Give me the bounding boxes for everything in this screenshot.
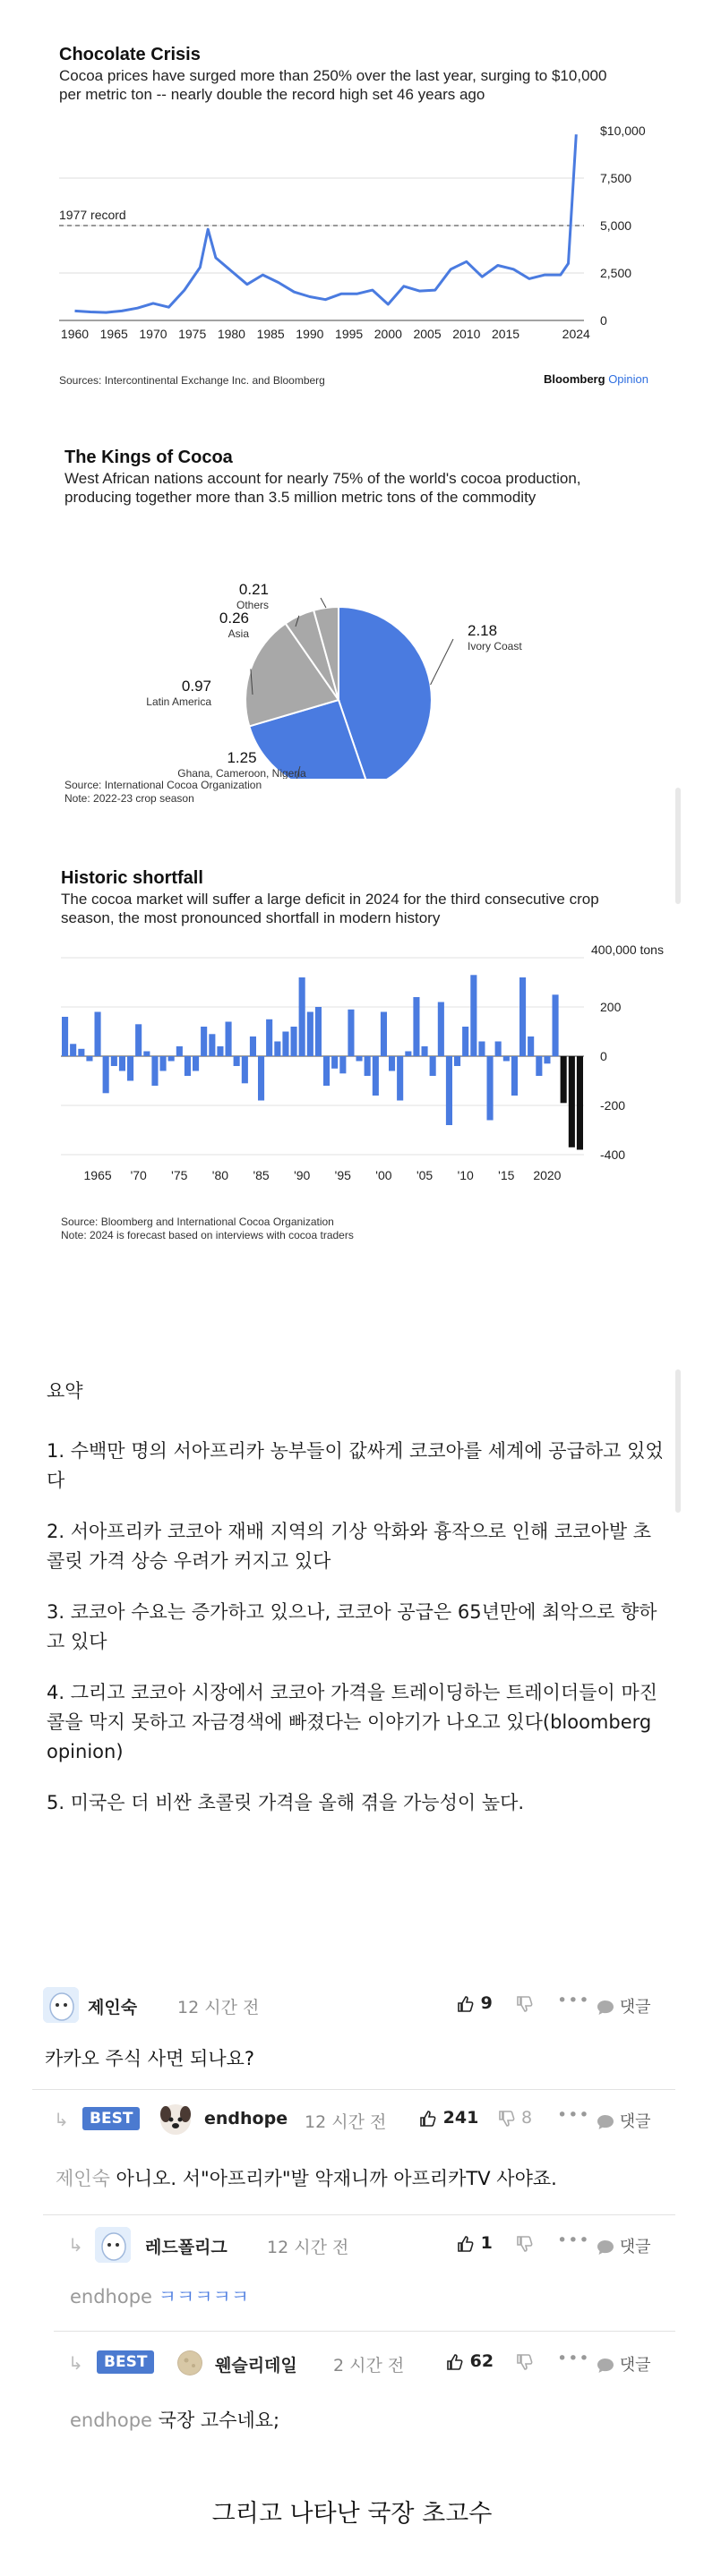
chart3-source-2: Note: 2024 is forecast based on interviews with cocoa traders — [61, 1229, 354, 1241]
chart1-price-line — [75, 134, 577, 312]
summary-item: 5. 미국은 더 비싼 초콜릿 가격을 올해 겪을 가능성이 높다. — [47, 1792, 525, 1813]
dislike-count: 8 — [521, 2108, 533, 2128]
chart3-bar — [258, 1056, 264, 1101]
more-dots-icon[interactable]: ••• — [557, 2231, 590, 2250]
chart1-y-tick: 2,500 — [600, 266, 632, 280]
comment-body — [56, 2164, 557, 2191]
speech-bubble-icon — [597, 2000, 614, 2016]
cheese-avatar-icon — [177, 2350, 202, 2376]
comment-author[interactable]: 레드폴리그 — [145, 2238, 228, 2257]
chart1-x-tick: 1995 — [335, 327, 364, 341]
chart3-bar — [226, 1022, 232, 1057]
chart1-x-tick: 2024 — [562, 327, 590, 341]
chart-kings-of-cocoa — [0, 439, 704, 815]
chart3-bar — [454, 1056, 460, 1066]
chart3-bar — [446, 1056, 452, 1125]
thumbs-down-icon — [516, 1995, 534, 2013]
chart3-x-tick: '10 — [457, 1168, 474, 1182]
speech-bubble-icon — [597, 2358, 614, 2374]
chart3-bar — [282, 1032, 288, 1057]
chart3-bar — [356, 1056, 363, 1062]
chart3-bar — [339, 1056, 346, 1073]
chart1-annotation: 1977 record — [59, 208, 126, 222]
chart1-x-tick: 1975 — [178, 327, 207, 341]
dislike-button[interactable] — [516, 2351, 534, 2371]
chart3-bar — [103, 1056, 109, 1093]
thumbs-up-icon — [419, 2110, 437, 2128]
summary-item: 3. 코코아 수요는 증가하고 있으나, 코코아 공급은 65년만에 최악으로 향하고 있다 — [47, 1601, 657, 1652]
chart3-bar — [299, 977, 305, 1056]
comment-mention[interactable]: endhope — [70, 2286, 152, 2307]
like-button[interactable] — [457, 1993, 493, 2013]
chart1-source: Sources: Intercontinental Exchange Inc. and Bloomberg — [59, 374, 325, 387]
thumbs-up-icon — [457, 1995, 475, 2013]
chart2-source-2: Note: 2022-23 crop season — [64, 792, 194, 805]
chart2-source-1: Source: International Cocoa Organization — [64, 779, 262, 791]
chart3-bar — [160, 1056, 167, 1071]
reply-arrow-icon: ↳ — [68, 2352, 83, 2374]
chart3-bar — [291, 1027, 297, 1056]
chart3-bar — [315, 1007, 322, 1056]
chart3-x-tick: 1965 — [83, 1168, 112, 1182]
chart1-y-tick: $10,000 — [600, 124, 646, 138]
like-count: 62 — [469, 2351, 494, 2371]
more-dots-icon[interactable]: ••• — [557, 1991, 590, 2010]
chart3-bar — [95, 1012, 101, 1057]
summary-heading: 요약 — [47, 1380, 83, 1402]
comment-text: 아니오. 서"아프리카"발 악재니까 아프리카TV 사야죠. — [116, 2168, 557, 2189]
chart3-bar — [430, 1056, 436, 1076]
best-badge: BEST — [82, 2107, 140, 2130]
more-dots-icon[interactable]: ••• — [557, 2349, 590, 2368]
chart3-bar — [307, 1012, 313, 1057]
chart2-value-label: 1.25 — [227, 749, 257, 766]
comment-item — [0, 2343, 704, 2442]
chart3-bar — [323, 1056, 330, 1086]
comment-divider — [43, 2214, 675, 2215]
chart3-bar — [250, 1036, 256, 1056]
chart3-bar — [209, 1034, 215, 1056]
chart1-x-tick: 1985 — [256, 327, 285, 341]
chart3-bar — [111, 1056, 117, 1066]
post-caption: 그리고 나타난 국장 초고수 — [211, 2500, 493, 2528]
comment-mention[interactable]: 제인숙 — [56, 2168, 110, 2189]
chart3-bar — [478, 1042, 485, 1057]
chart3-x-tick: 2020 — [533, 1168, 562, 1182]
chart2-leader-line — [431, 639, 453, 685]
comment-time: 12 시간 전 — [177, 1998, 260, 2017]
comment-author[interactable]: 웬슬리데일 — [215, 2356, 297, 2376]
chart3-x-tick: '85 — [253, 1168, 270, 1182]
chart3-bar — [127, 1056, 133, 1081]
chart3-bar — [487, 1056, 494, 1121]
chart3-x-tick: '80 — [211, 1168, 229, 1182]
reply-button[interactable] — [597, 2352, 651, 2376]
chart3-y-tick: -400 — [600, 1147, 626, 1162]
chart-historic-shortfall — [0, 850, 704, 1244]
chart3-bar — [266, 1019, 272, 1056]
chart1-x-tick: 2010 — [452, 327, 481, 341]
avatar[interactable] — [95, 2227, 131, 2263]
chart3-bar — [365, 1056, 371, 1076]
chart3-bar — [422, 1046, 428, 1056]
brand-main: Bloomberg — [543, 372, 605, 386]
chart3-bar — [119, 1056, 125, 1071]
reply-arrow-icon: ↳ — [54, 2109, 69, 2130]
reply-label: 댓글 — [619, 1998, 651, 2017]
chart3-bar — [373, 1056, 379, 1096]
chart3-bar — [331, 1056, 338, 1069]
chart3-bar — [78, 1049, 84, 1056]
chart3-bar — [389, 1056, 395, 1071]
chart3-bar — [397, 1056, 403, 1101]
chart2-category-label: Others — [236, 599, 269, 611]
chart1-plot — [0, 107, 704, 376]
chart3-bar — [381, 1012, 387, 1057]
chart1-subtitle: Cocoa prices have surged more than 250% over the last year, surging to $10,000 per metric ton -- nearly double the record high set 46 years ago — [59, 67, 607, 103]
chart3-bar — [569, 1056, 575, 1147]
reply-label: 댓글 — [619, 2112, 651, 2131]
chart1-title: Chocolate Crisis — [59, 45, 201, 64]
chart2-category-label: Asia — [228, 627, 249, 640]
chart3-bar — [86, 1056, 92, 1062]
chart3-source-1: Source: Bloomberg and International Cocoa Organization — [61, 1215, 334, 1228]
chart2-subtitle: West African nations account for nearly 75% of the world's cocoa production, producing together more than 3.5 million metric tons of the commodity — [64, 470, 581, 506]
comment-body — [70, 2282, 249, 2309]
comment-mention[interactable]: endhope — [70, 2410, 152, 2431]
best-badge: BEST — [97, 2350, 154, 2374]
chart1-x-tick: 1980 — [217, 327, 245, 341]
chart3-y-tick: -200 — [600, 1098, 626, 1113]
brand-sub: Opinion — [608, 372, 648, 386]
chart3-x-tick: '95 — [334, 1168, 351, 1182]
chart3-y-tick: 200 — [600, 1000, 622, 1014]
like-button[interactable] — [419, 2108, 478, 2128]
speech-bubble-icon — [597, 2114, 614, 2130]
dog-avatar-icon — [158, 2102, 193, 2137]
comment-time: 12 시간 전 — [305, 2112, 387, 2132]
dislike-button[interactable] — [516, 2233, 534, 2253]
chart3-y-tick: 0 — [600, 1049, 607, 1063]
thumbs-down-icon — [498, 2110, 516, 2128]
chart3-y-tick: 400,000 tons — [591, 943, 664, 957]
comment-author[interactable]: 제인숙 — [88, 1998, 138, 2017]
chart2-title: The Kings of Cocoa — [64, 448, 233, 467]
reply-button[interactable] — [597, 2109, 651, 2132]
thumbs-up-icon — [446, 2353, 464, 2371]
chart3-bar — [217, 1046, 223, 1056]
chart3-bar — [413, 997, 419, 1056]
chart3-bar — [135, 1024, 142, 1056]
comment-divider — [54, 2331, 675, 2332]
chart3-bar — [511, 1056, 518, 1096]
chart2-category-label: Latin America — [146, 695, 211, 708]
chart2-leader-line — [321, 598, 326, 608]
chart3-bar — [168, 1056, 175, 1062]
avatar[interactable] — [177, 2350, 202, 2376]
chart3-x-tick: '90 — [294, 1168, 311, 1182]
reply-button[interactable] — [597, 2234, 651, 2257]
chart3-bar — [274, 1042, 280, 1057]
chart1-x-tick: 1965 — [99, 327, 128, 341]
chart3-bar — [234, 1056, 240, 1066]
chart3-plot — [0, 940, 704, 1208]
dislike-button[interactable] — [498, 2108, 532, 2128]
chart3-bar — [143, 1052, 150, 1057]
chart3-bar — [528, 1036, 534, 1056]
chart3-x-tick: '70 — [130, 1168, 147, 1182]
like-button[interactable] — [446, 2351, 494, 2371]
comment-body — [70, 2406, 279, 2433]
chart3-bar — [70, 1044, 76, 1056]
chart3-bar — [242, 1056, 248, 1083]
chart3-bar — [62, 1017, 68, 1056]
chart3-x-tick: '75 — [171, 1168, 188, 1182]
chart3-bar — [348, 1010, 354, 1056]
chart3-subtitle: The cocoa market will suffer a large deficit in 2024 for the third consecutive crop season, the most pronounced shortfall in modern history — [61, 891, 599, 926]
comment-time: 12 시간 전 — [267, 2238, 349, 2257]
chart3-bar — [519, 977, 526, 1056]
reply-label: 댓글 — [619, 2238, 651, 2256]
chart3-bar — [577, 1056, 583, 1150]
dislike-button[interactable] — [516, 1993, 534, 2013]
chart3-bar — [185, 1056, 191, 1076]
thumbs-down-icon — [516, 2235, 534, 2253]
chart3-bar — [495, 1042, 502, 1057]
ghost-avatar-icon — [43, 1987, 79, 2023]
comment-text: ㅋㅋㅋㅋㅋ — [158, 2286, 250, 2307]
chart3-bar — [536, 1056, 542, 1076]
comment-divider — [32, 2089, 675, 2090]
comment-time: 2 시간 전 — [333, 2356, 405, 2376]
chart2-category-label: Ivory Coast — [468, 640, 522, 653]
chart2-value-label: 0.97 — [181, 678, 211, 695]
chart3-bar — [405, 1052, 411, 1057]
more-dots-icon[interactable]: ••• — [557, 2105, 590, 2125]
like-count: 9 — [480, 1993, 493, 2013]
reply-arrow-icon: ↳ — [68, 2234, 83, 2256]
chart3-bar — [553, 994, 559, 1056]
chart1-x-tick: 2015 — [491, 327, 520, 341]
chart3-bar — [561, 1056, 567, 1103]
chart3-bar — [201, 1027, 207, 1056]
chart3-bar — [470, 975, 476, 1056]
comment-body: 카카오 주식 사면 되나요? — [45, 2048, 255, 2069]
chart3-x-tick: '00 — [375, 1168, 392, 1182]
chart1-y-tick: 7,500 — [600, 171, 632, 185]
comment-item — [0, 1985, 704, 2084]
bloomberg-opinion-logo — [544, 372, 648, 386]
chart2-plot — [0, 510, 704, 779]
chart3-title: Historic shortfall — [61, 868, 203, 888]
chart3-bar — [462, 1027, 468, 1056]
chart3-bar — [176, 1046, 183, 1056]
comment-text: 국장 고수네요; — [158, 2410, 280, 2431]
chart3-bar — [438, 1002, 444, 1057]
comment-item — [0, 2100, 704, 2207]
chart3-bar — [193, 1056, 199, 1071]
chart2-value-label: 2.18 — [468, 622, 498, 639]
scroll-indicator[interactable] — [675, 1369, 681, 1513]
chart2-category-label: Ghana, Cameroon, Nigeria — [177, 767, 306, 779]
comment-author[interactable]: endhope — [204, 2109, 288, 2128]
chart1-x-tick: 1990 — [296, 327, 324, 341]
like-button[interactable] — [457, 2233, 493, 2253]
like-count: 1 — [480, 2233, 493, 2253]
speech-bubble-icon — [597, 2239, 614, 2256]
chart2-value-label: 0.21 — [238, 581, 269, 598]
thumbs-down-icon — [516, 2353, 534, 2371]
chart1-x-tick: 2000 — [373, 327, 402, 341]
reply-button[interactable] — [597, 1994, 651, 2017]
summary-section — [47, 1377, 665, 1839]
chart3-x-tick: '15 — [498, 1168, 515, 1182]
chart3-x-tick: '05 — [416, 1168, 434, 1182]
avatar[interactable] — [158, 2102, 193, 2137]
comment-item — [0, 2225, 704, 2324]
scroll-indicator[interactable] — [675, 788, 681, 904]
summary-item: 4. 그리고 코코아 시장에서 코코아 가격을 트레이딩하는 트레이더들이 마진콜을 막지 못하고 자금경색에 빠졌다는 이야기가 나오고 있다(bloomberg opinion) — [47, 1682, 658, 1762]
chart1-x-tick: 1960 — [60, 327, 90, 341]
thumbs-up-icon — [457, 2235, 475, 2253]
like-count: 241 — [442, 2108, 479, 2128]
chart1-y-tick: 0 — [600, 313, 607, 328]
chart3-bar — [503, 1056, 510, 1062]
avatar[interactable] — [43, 1987, 79, 2023]
chart1-x-tick: 1970 — [139, 327, 167, 341]
ghost-avatar-icon — [95, 2227, 131, 2263]
reply-label: 댓글 — [619, 2356, 651, 2375]
summary-item: 2. 서아프리카 코코아 재배 지역의 기상 악화와 흉작으로 인해 코코아발 초콜릿 가격 상승 우려가 커지고 있다 — [47, 1521, 652, 1572]
chart3-bar — [151, 1056, 158, 1086]
chart2-value-label: 0.26 — [219, 610, 249, 627]
summary-item: 1. 수백만 명의 서아프리카 농부들이 값싸게 코코아를 세계에 공급하고 있었다 — [47, 1440, 664, 1491]
chart1-y-tick: 5,000 — [600, 218, 632, 233]
chart1-x-tick: 2005 — [413, 327, 442, 341]
chart-chocolate-crisis — [0, 0, 704, 403]
chart3-bar — [544, 1056, 550, 1063]
